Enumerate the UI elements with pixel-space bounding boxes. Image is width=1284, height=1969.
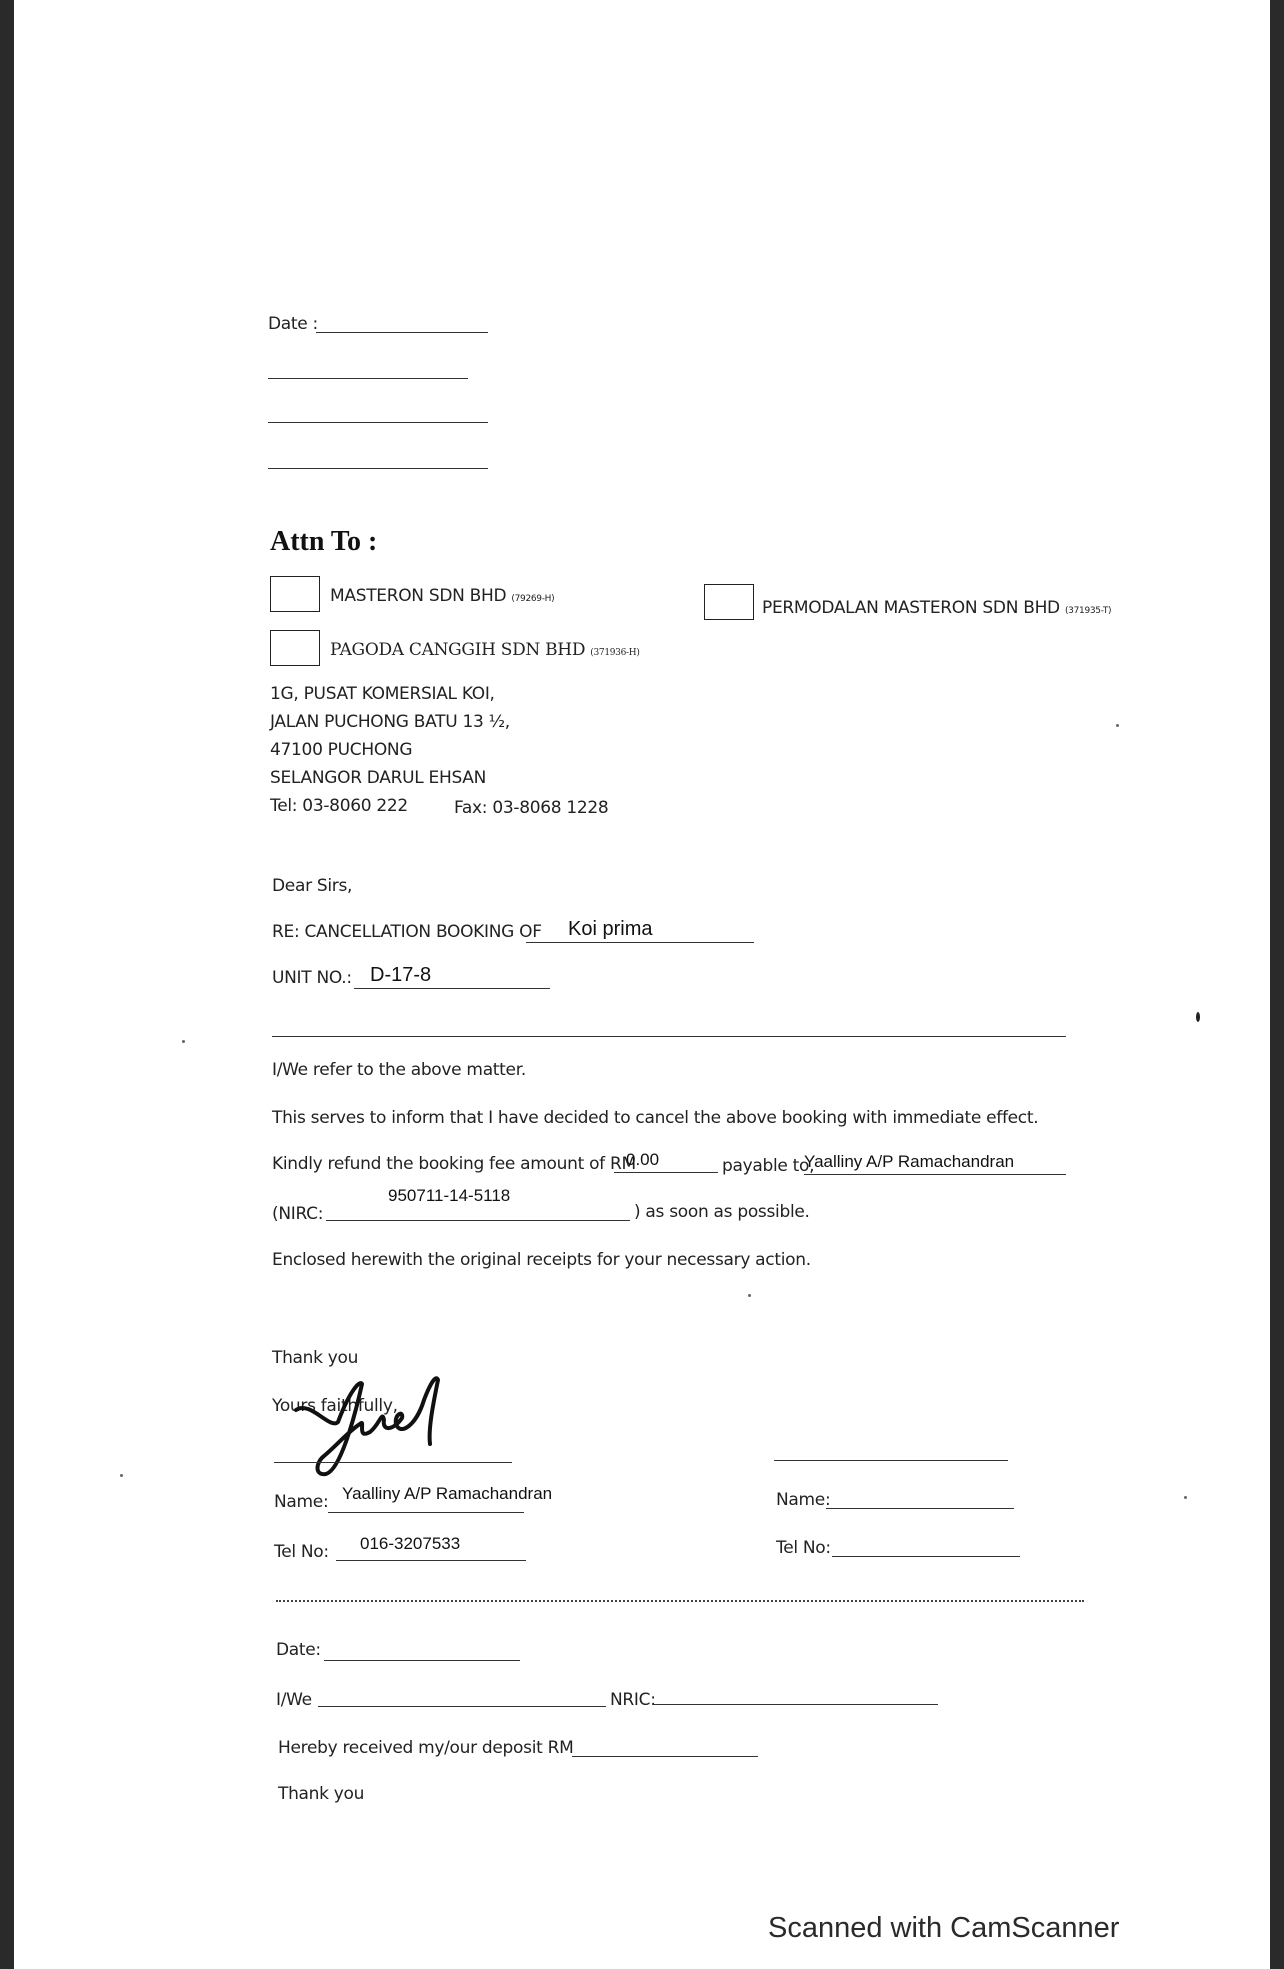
closing-text: Yours faithfully, <box>272 1396 398 1416</box>
option-masteron-label: MASTERON SDN BHD (79269-H) <box>330 586 555 606</box>
re-value-line <box>526 942 754 943</box>
signature-line-2 <box>774 1460 1008 1461</box>
receipt-nric-line <box>654 1704 938 1705</box>
scan-speck <box>1184 1496 1187 1499</box>
option-permodalan-label: PERMODALAN MASTERON SDN BHD (371935-T) <box>762 598 1112 618</box>
refund-amount: 0.00 <box>626 1150 660 1169</box>
signature-line-1 <box>274 1462 512 1463</box>
nric-value: 950711-14-5118 <box>388 1186 511 1205</box>
scan-speck <box>182 1040 185 1043</box>
unit-value: D-17-8 <box>370 964 432 986</box>
receipt-date-line <box>324 1660 520 1661</box>
address-line-2 <box>268 422 488 423</box>
receipt-deposit-line <box>572 1756 758 1757</box>
refund-label: Kindly refund the booking fee amount of RM <box>272 1154 636 1174</box>
scan-speck <box>120 1474 123 1477</box>
sig2-tel-line <box>832 1556 1020 1557</box>
attn-title: Attn To : <box>270 526 378 557</box>
unit-value-line <box>354 988 550 989</box>
scan-speck <box>748 1294 751 1297</box>
para-inform: This serves to inform that I have decided to cancel the above booking with immediate effect. <box>272 1108 1039 1128</box>
sig1-name-value: Yaalliny A/P Ramachandran <box>342 1484 553 1503</box>
camscanner-watermark: Scanned with CamScanner <box>768 1912 1120 1944</box>
cut-line <box>276 1600 1084 1602</box>
sig1-tel-value: 016-3207533 <box>360 1534 461 1553</box>
payable-name: Yaalliny A/P Ramachandran <box>804 1152 1015 1171</box>
receipt-we-line <box>318 1706 606 1707</box>
address-fax: Fax: 03-8068 1228 <box>454 798 609 818</box>
date-line <box>316 332 488 333</box>
nric-label: (NIRC: <box>272 1204 324 1224</box>
checkbox-masteron[interactable] <box>270 576 320 612</box>
scan-speck <box>1196 1012 1200 1022</box>
address-tel: Tel: 03-8060 222 <box>270 796 408 816</box>
salutation: Dear Sirs, <box>272 876 353 896</box>
address-line-2-text: JALAN PUCHONG BATU 13 ½, <box>270 712 510 732</box>
sig2-tel-label: Tel No: <box>776 1538 831 1558</box>
address-line-3 <box>268 468 488 469</box>
sig1-tel-label: Tel No: <box>274 1542 329 1562</box>
sig1-tel-line <box>336 1560 526 1561</box>
sig1-name-line <box>328 1512 524 1513</box>
receipt-date-label: Date: <box>276 1640 321 1660</box>
checkbox-pagoda-canggih[interactable] <box>270 630 320 666</box>
para-refer: I/We refer to the above matter. <box>272 1060 526 1080</box>
re-label: RE: CANCELLATION BOOKING OF <box>272 922 542 942</box>
address-line-1 <box>268 378 468 379</box>
nric-line <box>326 1220 630 1221</box>
receipt-deposit-label: Hereby received my/our deposit RM <box>278 1738 574 1758</box>
thanks-text: Thank you <box>272 1348 359 1368</box>
option-pagoda-label: PAGODA CANGGIH SDN BHD (371936-H) <box>330 640 640 660</box>
sig2-name-line <box>826 1508 1014 1509</box>
handwritten-signature <box>290 1370 460 1480</box>
asap-text: ) as soon as possible. <box>634 1202 810 1222</box>
address-line-3-text: 47100 PUCHONG <box>270 740 413 760</box>
enclosed-text: Enclosed herewith the original receipts for your necessary action. <box>272 1250 811 1270</box>
receipt-nric-label: NRIC: <box>610 1690 656 1710</box>
payable-label: payable to, <box>722 1156 815 1176</box>
receipt-we-label: I/We <box>276 1690 312 1710</box>
sig1-name-label: Name: <box>274 1492 329 1512</box>
scan-speck <box>1116 724 1119 727</box>
sig2-name-label: Name: <box>776 1490 831 1510</box>
re-value: Koi prima <box>568 918 653 940</box>
separator-line <box>272 1036 1066 1037</box>
unit-label: UNIT NO.: <box>272 968 352 988</box>
date-label: Date : <box>268 314 318 334</box>
receipt-thanks-partial: Thank you <box>278 1784 365 1804</box>
scan-border-left <box>0 0 14 1969</box>
address-line-4-text: SELANGOR DARUL EHSAN <box>270 768 487 788</box>
payable-name-line <box>804 1174 1066 1175</box>
scan-border-right <box>1270 0 1284 1969</box>
checkbox-permodalan-masteron[interactable] <box>704 584 754 620</box>
address-line-1-text: 1G, PUSAT KOMERSIAL KOI, <box>270 684 495 704</box>
refund-amount-line <box>614 1172 718 1173</box>
